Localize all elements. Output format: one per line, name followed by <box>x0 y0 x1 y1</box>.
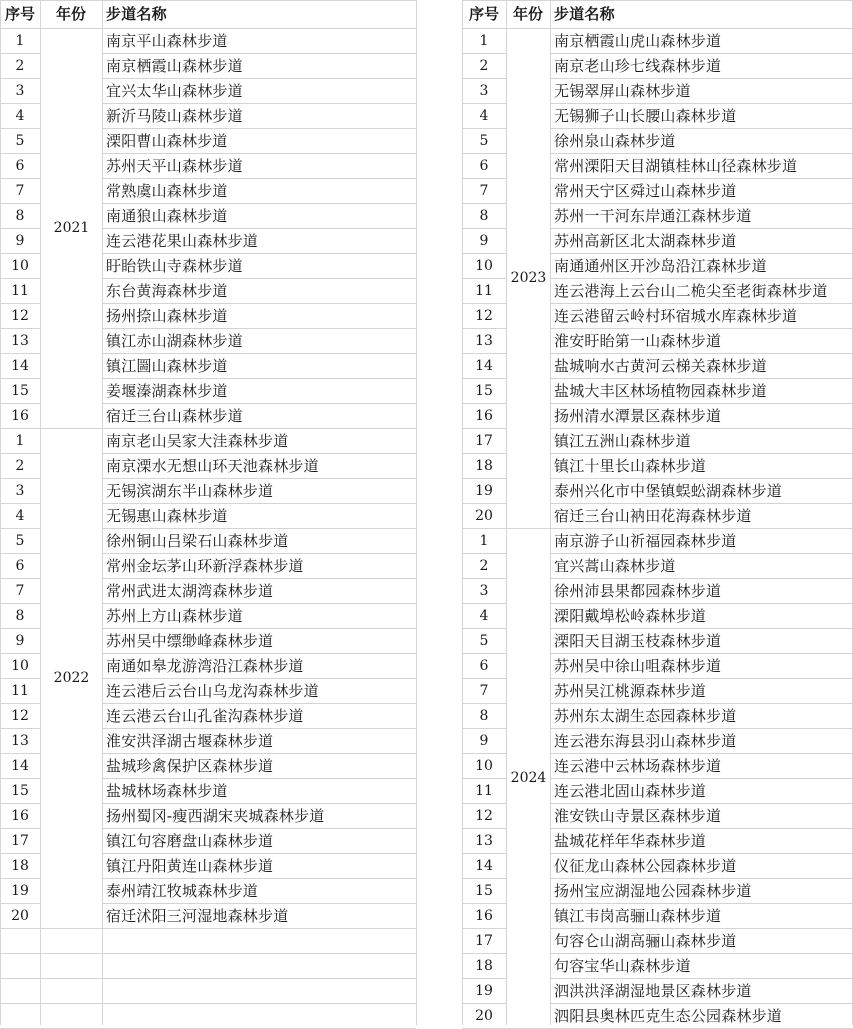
row-divider <box>40 928 102 929</box>
table-row-seq: 11 <box>475 783 493 799</box>
table-row-seq: 17 <box>11 833 29 849</box>
table-row-name: 南通通州区开沙岛沿江森林步道 <box>554 257 767 275</box>
table-row-name: 南京栖霞山虎山森林步道 <box>554 32 722 50</box>
table-row-name: 徐州铜山吕梁石山森林步道 <box>106 532 289 550</box>
table-row-name: 宿迁三台山森林步道 <box>106 407 243 425</box>
table-row-seq: 18 <box>11 858 29 874</box>
table-row-name: 苏州东太湖生态园森林步道 <box>554 707 737 725</box>
table-row-name: 南京溧水无想山环天池森林步道 <box>106 457 319 475</box>
table-row-name: 苏州一干河东岸通江森林步道 <box>554 207 752 225</box>
table-row-name: 镇江十里长山森林步道 <box>554 457 707 475</box>
table-row-seq: 1 <box>479 533 489 549</box>
table-row-name: 扬州宝应湖湿地公园森林步道 <box>554 882 752 900</box>
table-row-name: 镇江五洲山森林步道 <box>554 432 691 450</box>
table-row-seq: 12 <box>11 308 29 324</box>
table-row-name: 盐城大丰区林场植物园森林步道 <box>554 382 767 400</box>
table-row-seq: 13 <box>11 733 29 749</box>
table-row-name: 无锡翠屏山森林步道 <box>554 82 691 100</box>
table-row-seq: 7 <box>15 183 25 199</box>
table-row-seq: 20 <box>475 508 493 524</box>
table-row-seq: 1 <box>15 33 25 49</box>
table-row-name: 镇江丹阳黄连山森林步道 <box>106 857 274 875</box>
table-row-seq: 14 <box>475 858 493 874</box>
table-row-name: 镇江句容磨盘山森林步道 <box>106 832 274 850</box>
table-row-name: 新沂马陵山森林步道 <box>106 107 243 125</box>
table-row-seq: 15 <box>475 883 493 899</box>
table-row-seq: 3 <box>479 83 489 99</box>
left-year-cell: 2022 <box>41 429 102 928</box>
table-row-name: 淮安铁山寺景区森林步道 <box>554 807 722 825</box>
table-row-name: 连云港花果山森林步道 <box>106 232 259 250</box>
table-row-seq: 19 <box>11 883 29 899</box>
table-row-seq: 13 <box>475 333 493 349</box>
table-row-seq: 18 <box>475 458 493 474</box>
table-row-name: 句容仑山湖高骊山森林步道 <box>554 932 737 950</box>
table-row-seq: 17 <box>475 433 493 449</box>
table-row-seq: 14 <box>11 358 29 374</box>
table-row-seq: 7 <box>479 183 489 199</box>
table-row-seq: 3 <box>479 583 489 599</box>
table-row-name: 无锡狮子山长腰山森林步道 <box>554 107 737 125</box>
table-row-name: 苏州吴江桃源森林步道 <box>554 682 707 700</box>
table-row-seq: 5 <box>15 133 25 149</box>
table-row-name: 盱眙铁山寺森林步道 <box>106 257 243 275</box>
table-row-name: 盐城花样年华森林步道 <box>554 832 707 850</box>
left-header-seq: 序号 <box>4 5 35 23</box>
row-divider <box>40 978 102 979</box>
table-row-name: 连云港留云岭村环宿城水库森林步道 <box>554 307 798 325</box>
row-divider <box>40 1003 102 1004</box>
table-row-name: 连云港后云台山乌龙沟森林步道 <box>106 682 319 700</box>
row-divider <box>0 978 40 979</box>
table-row-name: 南京平山森林步道 <box>106 32 228 50</box>
table-row-name: 苏州吴中缥缈峰森林步道 <box>106 632 274 650</box>
table-row-name: 常熟虞山森林步道 <box>106 182 228 200</box>
table-row-name: 盐城珍禽保护区森林步道 <box>106 757 274 775</box>
row-divider <box>102 953 416 954</box>
table-row-seq: 11 <box>11 283 29 299</box>
left-header-year: 年份 <box>55 5 86 23</box>
table-row-name: 常州溧阳天目湖镇桂林山径森林步道 <box>554 157 798 175</box>
table-row-name: 泰州靖江牧城森林步道 <box>106 882 259 900</box>
table-row-seq: 10 <box>11 658 29 674</box>
table-row-seq: 5 <box>479 133 489 149</box>
right-header-name: 步道名称 <box>554 5 615 23</box>
table-row-name: 苏州高新区北太湖森林步道 <box>554 232 737 250</box>
table-row-seq: 16 <box>11 408 29 424</box>
right-year-cell: 2024 <box>507 529 550 1028</box>
table-row-seq: 18 <box>475 958 493 974</box>
table-row-name: 姜堰溱湖森林步道 <box>106 382 228 400</box>
row-divider <box>0 953 40 954</box>
table-row-seq: 9 <box>15 233 25 249</box>
table-row-seq: 5 <box>15 533 25 549</box>
table-row-name: 淮安洪泽湖古堰森林步道 <box>106 732 274 750</box>
table-row-name: 常州天宁区舜过山森林步道 <box>554 182 737 200</box>
table-row-name: 连云港东海县羽山森林步道 <box>554 732 737 750</box>
left-header-name: 步道名称 <box>106 5 167 23</box>
table-row-name: 连云港中云林场森林步道 <box>554 757 722 775</box>
table-row-seq: 19 <box>475 983 493 999</box>
table-row-seq: 16 <box>475 908 493 924</box>
left-year-cell: 2021 <box>41 29 102 428</box>
table-row-seq: 2 <box>15 58 25 74</box>
table-row-name: 溧阳曹山森林步道 <box>106 132 228 150</box>
table-row-seq: 9 <box>15 633 25 649</box>
table-row-name: 镇江韦岗高骊山森林步道 <box>554 907 722 925</box>
table-row-seq: 10 <box>475 758 493 774</box>
table-row-seq: 13 <box>475 833 493 849</box>
table-row-name: 扬州蜀冈-瘦西湖宋夹城森林步道 <box>106 807 325 825</box>
table-row-seq: 14 <box>11 758 29 774</box>
row-divider <box>40 953 102 954</box>
table-row-seq: 12 <box>475 308 493 324</box>
table-row-seq: 9 <box>479 733 489 749</box>
table-row-seq: 4 <box>479 608 489 624</box>
table-row-seq: 1 <box>15 433 25 449</box>
table-row-seq: 6 <box>15 158 25 174</box>
table-row-seq: 4 <box>15 508 25 524</box>
table-row-seq: 6 <box>15 558 25 574</box>
table-row-seq: 3 <box>15 83 25 99</box>
table-row-name: 宿迁沭阳三河湿地森林步道 <box>106 907 289 925</box>
table-row-name: 南京栖霞山森林步道 <box>106 57 243 75</box>
table-row-name: 无锡滨湖东半山森林步道 <box>106 482 274 500</box>
table-row-name: 盐城林场森林步道 <box>106 782 228 800</box>
row-divider <box>0 1003 40 1004</box>
table-row-name: 泰州兴化市中堡镇蜈蚣湖森林步道 <box>554 482 783 500</box>
table-row-name: 句容宝华山森林步道 <box>554 957 691 975</box>
table-row-name: 南京老山吴家大洼森林步道 <box>106 432 289 450</box>
table-row-seq: 4 <box>15 108 25 124</box>
table-row-name: 常州金坛茅山环新浮森林步道 <box>106 557 304 575</box>
table-row-name: 扬州捺山森林步道 <box>106 307 228 325</box>
table-row-name: 徐州沛县果都园森林步道 <box>554 582 722 600</box>
table-row-seq: 20 <box>475 1008 493 1024</box>
table-row-name: 宜兴蒿山森林步道 <box>554 557 676 575</box>
table-row-name: 苏州上方山森林步道 <box>106 607 243 625</box>
row-divider <box>102 978 416 979</box>
table-row-name: 仪征龙山森林公园森林步道 <box>554 857 737 875</box>
table-row-seq: 8 <box>479 208 489 224</box>
table-row-seq: 2 <box>479 58 489 74</box>
table-row-name: 南京老山珍七线森林步道 <box>554 57 722 75</box>
table-row-name: 苏州吴中徐山咀森林步道 <box>554 657 722 675</box>
table-row-seq: 20 <box>11 908 29 924</box>
table-row-seq: 12 <box>11 708 29 724</box>
table-row-seq: 13 <box>11 333 29 349</box>
table-row-name: 常州武进太湖湾森林步道 <box>106 582 274 600</box>
table-row-name: 泗阳县奥林匹克生态公园森林步道 <box>554 1007 783 1025</box>
table-row-seq: 8 <box>15 608 25 624</box>
table-row-seq: 14 <box>475 358 493 374</box>
table-row-seq: 6 <box>479 658 489 674</box>
table-row-name: 淮安盱眙第一山森林步道 <box>554 332 722 350</box>
right-year-cell: 2023 <box>507 29 550 528</box>
table-row-seq: 1 <box>479 33 489 49</box>
table-row-seq: 12 <box>475 808 493 824</box>
table-row-name: 东台黄海森林步道 <box>106 282 228 300</box>
table-row-name: 溧阳天目湖玉枝森林步道 <box>554 632 722 650</box>
table-row-seq: 15 <box>11 783 29 799</box>
right-header-year: 年份 <box>512 5 543 23</box>
table-row-seq: 2 <box>479 558 489 574</box>
table-row-seq: 9 <box>479 233 489 249</box>
table-row-name: 连云港云台山孔雀沟森林步道 <box>106 707 304 725</box>
table-row-name: 泗洪洪泽湖湿地景区森林步道 <box>554 982 752 1000</box>
table-row-name: 镇江圌山森林步道 <box>106 357 228 375</box>
table-row-name: 宜兴太华山森林步道 <box>106 82 243 100</box>
table-row-seq: 11 <box>11 683 29 699</box>
table-row-seq: 16 <box>11 808 29 824</box>
table-row-name: 连云港海上云台山二桅尖至老街森林步道 <box>554 282 828 300</box>
table-row-seq: 10 <box>11 258 29 274</box>
table-row-name: 无锡惠山森林步道 <box>106 507 228 525</box>
table-row-seq: 8 <box>479 708 489 724</box>
table-row-name: 徐州泉山森林步道 <box>554 132 676 150</box>
table-row-seq: 7 <box>15 583 25 599</box>
table-row-seq: 16 <box>475 408 493 424</box>
table-row-name: 南通狼山森林步道 <box>106 207 228 225</box>
column-divider <box>416 0 417 1025</box>
table-row-seq: 19 <box>475 483 493 499</box>
table-row-seq: 15 <box>475 383 493 399</box>
row-divider <box>102 1003 416 1004</box>
table-row-seq: 17 <box>475 933 493 949</box>
table-row-name: 镇江赤山湖森林步道 <box>106 332 243 350</box>
table-row-name: 宿迁三台山衲田花海森林步道 <box>554 507 752 525</box>
table-row-seq: 3 <box>15 483 25 499</box>
table-row-seq: 4 <box>479 108 489 124</box>
table-row-name: 扬州清水潭景区森林步道 <box>554 407 722 425</box>
table-row-seq: 10 <box>475 258 493 274</box>
table-row-name: 苏州天平山森林步道 <box>106 157 243 175</box>
table-row-seq: 7 <box>479 683 489 699</box>
table-row-name: 南京游子山祈福园森林步道 <box>554 532 737 550</box>
table-row-name: 南通如皋龙游湾沿江森林步道 <box>106 657 304 675</box>
table-row-name: 连云港北固山森林步道 <box>554 782 707 800</box>
right-header-seq: 序号 <box>468 5 499 23</box>
table-row-name: 盐城响水古黄河云梯关森林步道 <box>554 357 767 375</box>
table-row-seq: 15 <box>11 383 29 399</box>
table-row-seq: 5 <box>479 633 489 649</box>
table-row-seq: 8 <box>15 208 25 224</box>
table-row-seq: 11 <box>475 283 493 299</box>
table-row-name: 溧阳戴埠松岭森林步道 <box>554 607 707 625</box>
table-row-seq: 2 <box>15 458 25 474</box>
table-row-seq: 6 <box>479 158 489 174</box>
